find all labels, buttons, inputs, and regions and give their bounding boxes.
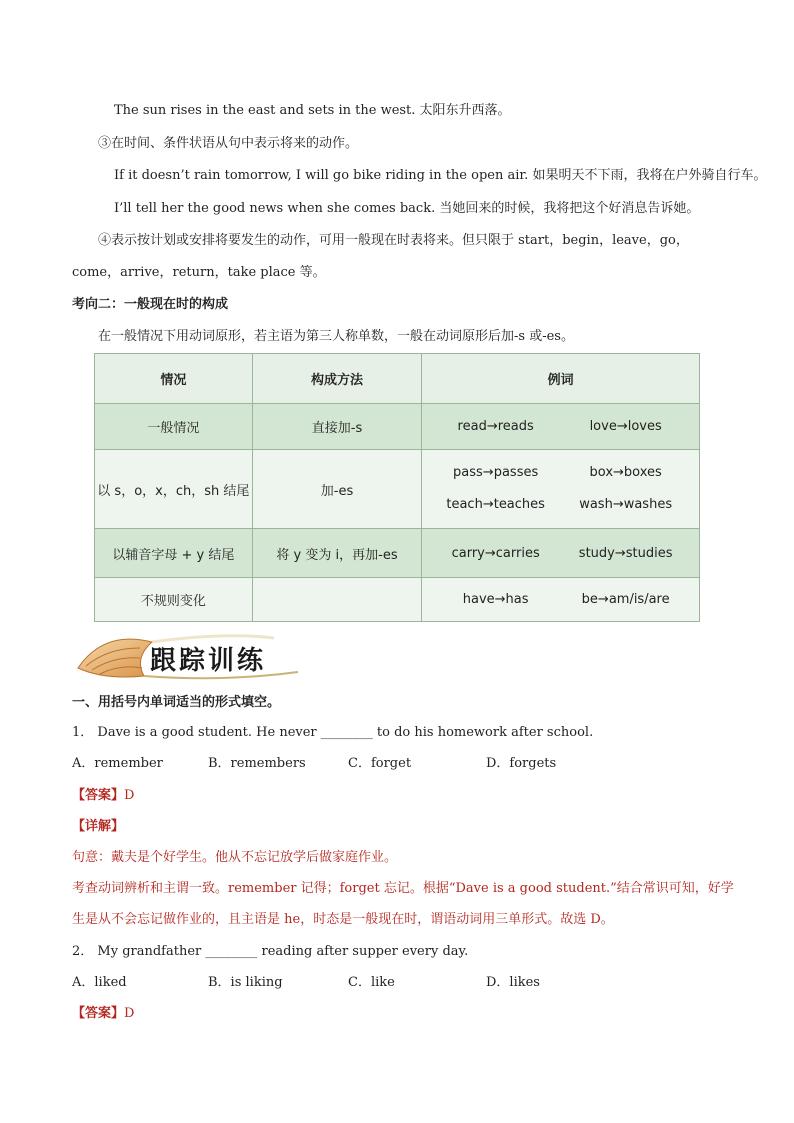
example-rain-sentence: If it doesn’t rain tomorrow, I will go bike riding in the open air. 如果明天不下雨，我将在户外骑自行车。 <box>114 168 767 183</box>
table-header: 情况 <box>95 354 253 404</box>
answer-value: D <box>124 788 135 803</box>
table-cell-case: 不规则变化 <box>95 578 253 622</box>
table-header-row <box>95 354 700 404</box>
table-row <box>95 529 700 578</box>
example-word: be→am/is/are <box>581 592 670 607</box>
example-word: carry→carries <box>451 545 540 561</box>
table-row <box>95 404 700 450</box>
table-cell-method: 直接加-s <box>252 404 422 450</box>
question-1-stem: 1． Dave is a good student. He never ________ to do his homework after school. <box>72 725 594 740</box>
table-cell-method <box>252 578 422 622</box>
q2-option-d: D．likes <box>486 975 540 990</box>
section-1-title: 一、用括号内单词适当的形式填空。 <box>72 695 281 710</box>
answer-label: 【答案】 <box>72 1006 125 1021</box>
example-word: love→loves <box>589 419 662 434</box>
formation-table <box>94 353 700 622</box>
q1-option-b: B．remembers <box>208 756 306 771</box>
table-cell-case: 一般情况 <box>95 404 253 450</box>
table-cell-examples <box>422 404 700 450</box>
q2-option-a: A．liked <box>72 975 127 990</box>
table-header: 例词 <box>422 354 700 404</box>
q2-answer <box>72 1005 134 1023</box>
table-cell-case: 以辅音字母 + y 结尾 <box>95 529 253 578</box>
example-word: teach→teaches <box>446 497 545 512</box>
rule-4-line1: ④表示按计划或安排将要发生的动作，可用一般现在时表将来。但只限于 start，begin，leave，go， <box>98 233 689 248</box>
q1-analysis-line2: 生是从不会忘记做作业的，且主语是 he，时态是一般现在时，谓语动词用三单形式。故选 D。 <box>72 912 614 927</box>
table-header: 构成方法 <box>252 354 422 404</box>
q2-option-c: C．like <box>348 975 395 990</box>
rule-3: ③在时间、条件状语从句中表示将来的动作。 <box>98 136 359 151</box>
table-cell-case: 以 s，o，x，ch，sh 结尾 <box>95 450 253 529</box>
banner-title: 跟踪训练 <box>150 646 267 676</box>
formation-intro: 在一般情况下用动词原形，若主语为第三人称单数，一般在动词原形后加-s 或-es。 <box>98 329 574 344</box>
section-heading-2: 考向二：一般现在时的构成 <box>72 297 229 312</box>
table-cell-method: 将 y 变为 i，再加-es <box>252 529 422 578</box>
example-sun-sentence: The sun rises in the east and sets in the west. 太阳东升西落。 <box>114 103 511 118</box>
table-row <box>95 578 700 622</box>
q1-answer <box>72 787 134 805</box>
example-word: pass→passes <box>453 465 539 480</box>
example-word: wash→washes <box>579 497 673 512</box>
table-cell-examples <box>422 529 700 578</box>
example-word: box→boxes <box>589 465 662 480</box>
q1-option-c: C．forget <box>348 756 412 771</box>
answer-value: D <box>124 1006 135 1021</box>
table-cell-examples <box>422 578 700 622</box>
example-word: read→reads <box>457 419 534 434</box>
rule-4-line2: come，arrive，return，take place 等。 <box>72 265 326 280</box>
q2-option-b: B．is liking <box>208 975 283 990</box>
question-2-stem: 2． My grandfather ________ reading after supper every day. <box>72 944 469 959</box>
q1-option-a: A．remember <box>72 756 163 771</box>
example-word: study→studies <box>578 545 673 561</box>
q1-analysis-line1: 考查动词辨析和主谓一致。remember 记得；forget 忘记。根据“Dave is a good student.”结合常识可知，好学 <box>72 881 734 896</box>
table-row <box>95 450 700 529</box>
q1-detail-label: 【详解】 <box>72 819 125 834</box>
example-word: have→has <box>462 592 529 607</box>
answer-label: 【答案】 <box>72 788 125 803</box>
example-news-sentence: I’ll tell her the good news when she comes back. 当她回来的时候，我将把这个好消息告诉她。 <box>114 201 700 216</box>
q1-meaning: 句意：戴夫是个好学生。他从不忘记放学后做家庭作业。 <box>72 850 398 865</box>
table-cell-examples <box>422 450 700 529</box>
table-cell-method: 加-es <box>252 450 422 529</box>
q1-option-d: D．forgets <box>486 756 557 771</box>
